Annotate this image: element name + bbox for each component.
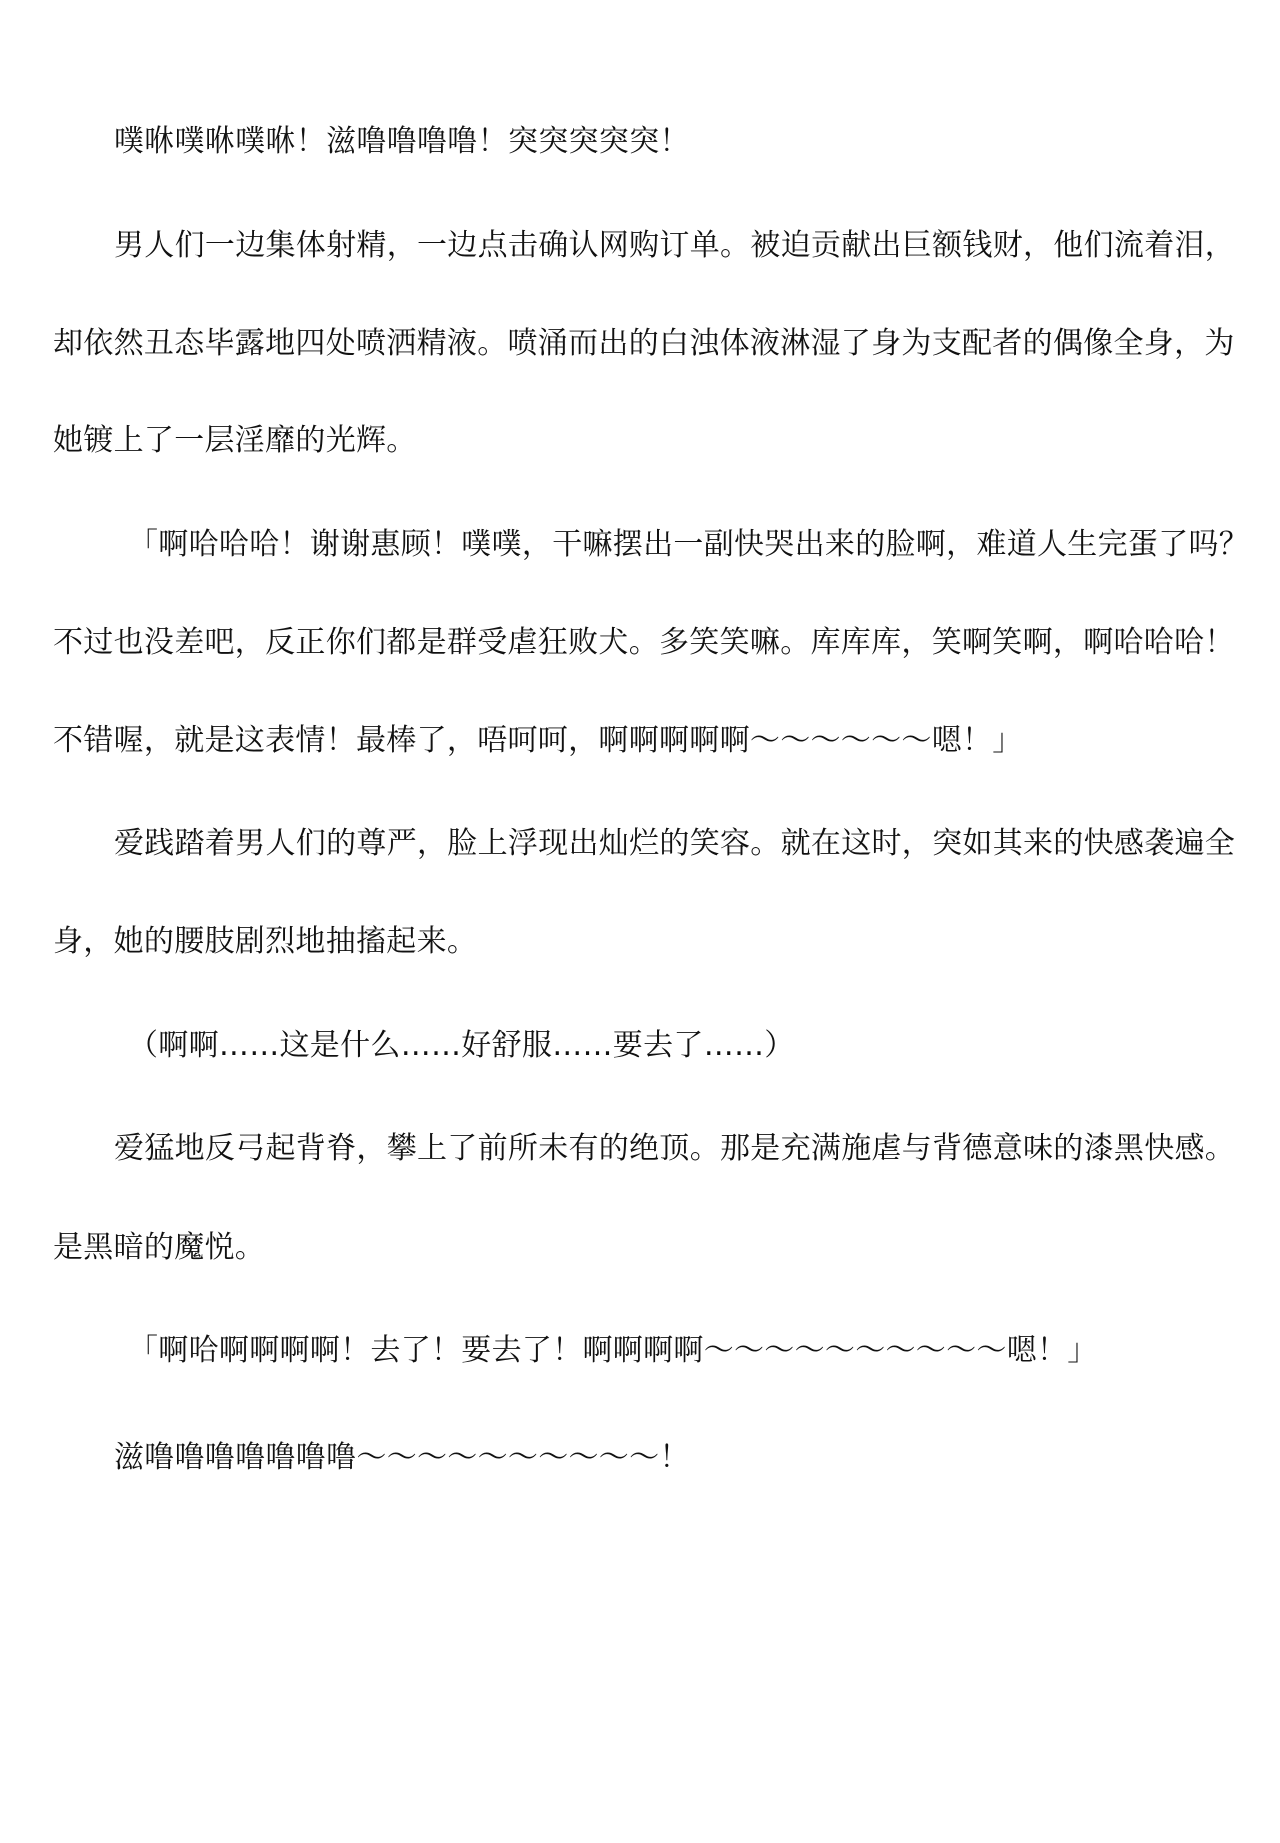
text-line: 却依然丑态毕露地四处喷洒精液。喷涌而出的白浊体液淋湿了身为支配者的偶像全身，为 bbox=[53, 326, 1235, 361]
text-line: 「啊哈啊啊啊啊！去了！要去了！啊啊啊啊～～～～～～～～～～嗯！」 bbox=[128, 1333, 1098, 1368]
text-line: 爱猛地反弓起背脊，攀上了前所未有的绝顶。那是充满施虐与背德意味的漆黑快感。 bbox=[114, 1131, 1236, 1166]
text-line: 爱践踏着男人们的尊严，脸上浮现出灿烂的笑容。就在这时，突如其来的快感袭遍全 bbox=[114, 826, 1236, 861]
text-line: （啊啊……这是什么……好舒服……要去了……） bbox=[128, 1028, 795, 1063]
text-line: 男人们一边集体射精，一边点击确认网购订单。被迫贡献出巨额钱财，他们流着泪， bbox=[114, 228, 1236, 263]
text-line: 她镀上了一层淫靡的光辉。 bbox=[53, 423, 417, 458]
text-line: 不错喔，就是这表情！最棒了，唔呵呵，啊啊啊啊啊～～～～～～嗯！」 bbox=[53, 723, 1023, 758]
text-line: 噗咻噗咻噗咻！滋噜噜噜噜！突突突突突！ bbox=[114, 124, 690, 159]
text-line: 不过也没差吧，反正你们都是群受虐狂败犬。多笑笑嘛。库库库，笑啊笑啊，啊哈哈哈！ bbox=[53, 625, 1235, 660]
text-line: 身，她的腰肢剧烈地抽搐起来。 bbox=[53, 924, 478, 959]
text-line: 是黑暗的魔悦。 bbox=[53, 1230, 266, 1265]
text-line: 「啊哈哈哈！谢谢惠顾！噗噗，干嘛摆出一副快哭出来的脸啊，难道人生完蛋了吗？ bbox=[128, 527, 1250, 562]
text-line: 滋噜噜噜噜噜噜噜～～～～～～～～～～！ bbox=[114, 1440, 690, 1475]
